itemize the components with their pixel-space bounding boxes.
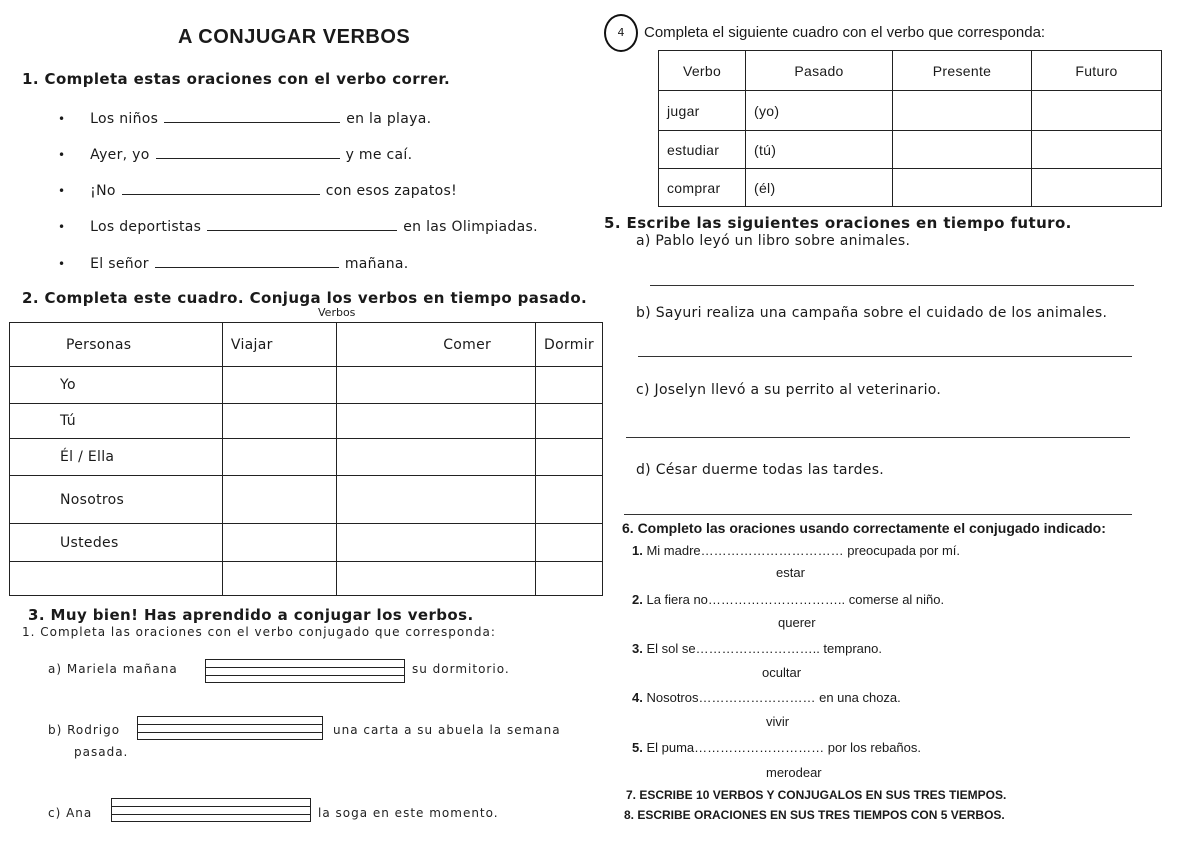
s6-num: 3. [632,641,643,656]
s6-verb-5: merodear [766,765,822,780]
answer-line[interactable] [626,437,1130,438]
person-cell: Yo [10,367,223,404]
answer-cell[interactable] [222,562,336,596]
pronoun-cell: (tú) [746,131,893,169]
answer-cell[interactable] [222,367,336,404]
answer-cell[interactable] [337,476,536,524]
s5-item-b: b) Sayuri realiza una campaña sobre el cuidado de los animales. [636,305,1108,321]
answer-cell[interactable] [536,524,603,562]
person-cell: Nosotros [10,476,223,524]
s3-c-before: c) Ana [48,806,93,820]
answer-cell[interactable] [337,439,536,476]
s5-item-c: c) Joselyn llevó a su perrito al veterinario. [636,382,942,398]
table-row [659,91,1162,131]
s3-instruction: 1. Completa las oraciones con el verbo conjugado que corresponda: [22,625,496,639]
answer-cell[interactable] [893,131,1032,169]
section-6-heading: 6. Completo las oraciones usando correctamente el conjugado indicado: [622,520,1106,536]
s6-num: 5. [632,740,643,755]
section-2-heading: 2. Completa este cuadro. Conjuga los verbos en tiempo pasado. [22,289,588,307]
s1-item-5 [58,253,409,272]
answer-cell[interactable] [893,169,1032,207]
s1-item-5-after: mañana. [344,256,409,272]
s6-num: 4. [632,690,643,705]
s1-item-4 [58,216,538,235]
s1-item-2-before: Ayer, yo [90,147,150,163]
answer-cell[interactable] [1032,169,1162,207]
s3-b-before: b) Rodrigo [48,723,121,737]
s6-text: La fiera no………………………….. comerse al niño. [646,592,945,607]
s1-item-3-before: ¡No [90,183,116,199]
s1-item-3-after: con esos zapatos! [325,183,457,199]
answer-cell[interactable] [222,476,336,524]
answer-line[interactable] [624,514,1132,515]
s3-c-after: la soga en este momento. [318,806,499,820]
section-3-heading: 3. Muy bien! Has aprendido a conjugar los verbos. [28,606,474,624]
answer-cell[interactable] [536,404,603,439]
s5-item-d: d) César duerme todas las tardes. [636,462,885,478]
answer-blank[interactable] [156,144,340,159]
s1-item-3 [58,180,457,199]
col-dormir: Dormir [536,323,603,367]
past-tense-table [9,322,603,596]
s6-item-3 [632,641,882,656]
table-row [10,404,603,439]
table-header-row [659,51,1162,91]
col-pasado: Pasado [746,51,893,91]
answer-line[interactable] [650,285,1134,286]
verb-cell: comprar [659,169,746,207]
section-1-heading: 1. Completa estas oraciones con el verbo correr. [22,70,451,88]
section-5-heading: 5. Escribe las siguientes oraciones en tiempo futuro. [604,214,1072,232]
answer-cell[interactable] [893,91,1032,131]
s6-text: Mi madre…………………………… preocupada por mí. [646,543,960,558]
table-row [10,524,603,562]
s1-item-2-after: y me caí. [345,147,413,163]
verb-tense-table [658,50,1162,207]
s6-item-5 [632,740,921,755]
col-comer: Comer [337,323,536,367]
person-cell: Tú [10,404,223,439]
verb-cell: estudiar [659,131,746,169]
pronoun-cell: (él) [746,169,893,207]
s6-item-1 [632,543,960,558]
person-cell: Ustedes [10,524,223,562]
answer-cell[interactable] [222,524,336,562]
answer-cell[interactable] [337,524,536,562]
s3-a-after: su dormitorio. [412,662,510,676]
s1-item-4-before: Los deportistas [90,219,202,235]
answer-cell[interactable] [222,439,336,476]
answer-cell[interactable] [222,404,336,439]
s6-text: El sol se……………………….. temprano. [646,641,882,656]
bullet-icon: • [58,148,66,162]
s6-verb-3: ocultar [762,665,802,680]
answer-blank[interactable] [122,180,320,195]
s6-verb-2: querer [778,615,816,630]
table-row [10,367,603,404]
s1-item-1-before: Los niños [90,111,159,127]
person-cell: Él / Ella [10,439,223,476]
s3-b-after: una carta a su abuela la semana [333,723,561,737]
s6-item-2 [632,592,944,607]
s6-verb-1: estar [776,565,805,580]
answer-blank[interactable] [155,253,339,268]
col-viajar: Viajar [222,323,336,367]
bullet-icon: • [58,184,66,198]
table-row [10,562,603,596]
section-7-heading: 7. ESCRIBE 10 VERBOS Y CONJUGALOS EN SUS TRES TIEMPOS. [626,788,1007,802]
answer-blank[interactable] [164,108,340,123]
answer-cell[interactable] [337,562,536,596]
table-row [10,476,603,524]
section-8-heading: 8. ESCRIBE ORACIONES EN SUS TRES TIEMPOS CON 5 VERBOS. [624,808,1005,822]
section-4-number-badge: 4 [604,14,638,52]
col-personas: Personas [10,323,223,367]
table-row [659,131,1162,169]
person-cell [10,562,223,596]
verb-cell: jugar [659,91,746,131]
col-verbo: Verbo [659,51,746,91]
s1-item-5-before: El señor [90,256,149,272]
pronoun-cell: (yo) [746,91,893,131]
s6-text: Nosotros……………………… en una choza. [646,690,901,705]
answer-blank[interactable] [207,216,397,231]
s1-item-1 [58,108,431,127]
answer-cell[interactable] [536,562,603,596]
answer-cell[interactable] [1032,91,1162,131]
worksheet-title: A CONJUGAR VERBOS [178,26,411,48]
answer-cell[interactable] [1032,131,1162,169]
s3-a-before: a) Mariela mañana [48,662,178,676]
bullet-icon: • [58,220,66,234]
s3-c-answer-lines[interactable] [111,798,311,822]
s5-item-a: a) Pablo leyó un libro sobre animales. [636,233,911,249]
s3-b-answer-lines[interactable] [137,716,323,740]
s6-item-4 [632,690,901,705]
s3-a-answer-lines[interactable] [205,659,405,683]
table-row [659,169,1162,207]
s6-verb-4: vivir [766,714,790,729]
col-futuro: Futuro [1032,51,1162,91]
verbos-label: Verbos [318,306,356,319]
s6-text: El puma………………………… por los rebaños. [646,740,921,755]
bullet-icon: • [58,112,66,126]
bullet-icon: • [58,257,66,271]
answer-cell[interactable] [337,404,536,439]
s1-item-1-after: en la playa. [346,111,432,127]
s6-num: 1. [632,543,643,558]
table-header-row [10,323,603,367]
answer-cell[interactable] [536,476,603,524]
table-row [10,439,603,476]
s6-num: 2. [632,592,643,607]
col-presente: Presente [893,51,1032,91]
s1-item-4-after: en las Olimpiadas. [403,219,538,235]
s1-item-2 [58,144,412,163]
answer-cell[interactable] [536,439,603,476]
answer-cell[interactable] [337,367,536,404]
s3-b-cont: pasada. [74,745,129,759]
answer-cell[interactable] [536,367,603,404]
answer-line[interactable] [638,356,1132,357]
section-4-heading: Completa el siguiente cuadro con el verbo que corresponda: [644,24,1046,41]
